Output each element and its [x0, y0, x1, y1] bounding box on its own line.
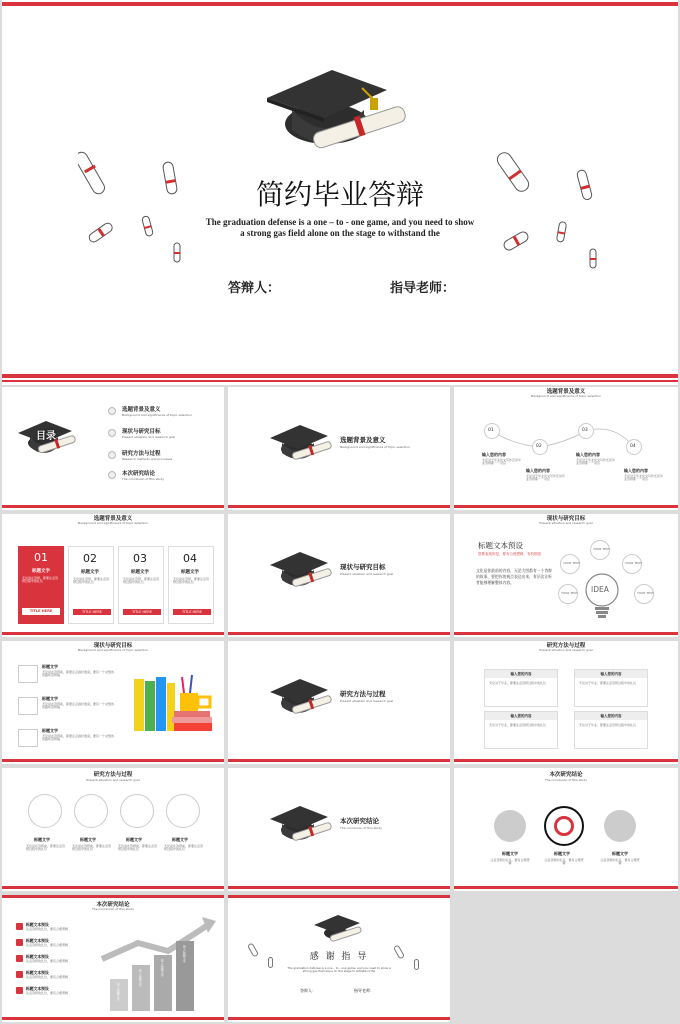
- slide-bottom-bar: [2, 759, 224, 762]
- slide-method-boxes[interactable]: [454, 641, 678, 764]
- slide-header-sub: The conclusion of this study: [92, 907, 134, 911]
- section-sub: Present situation and research goal: [340, 572, 394, 576]
- check-icon: [16, 923, 23, 930]
- idea-satellite: YOUR TEXT: [622, 554, 642, 574]
- bottom-red-bar-thin: [2, 380, 678, 382]
- graduation-cap-icon: [262, 62, 422, 162]
- graduation-cap-icon: [312, 913, 368, 947]
- slide-conclusion-icons[interactable]: [454, 768, 678, 891]
- idea-subtitle: 您要表现的是，要有合理逻辑，有机排版: [478, 552, 541, 556]
- check-title: 标题文本预设: [26, 954, 49, 959]
- slide-status[interactable]: [2, 641, 224, 764]
- card-active[interactable]: 01 标题文字 无论是在答辩，都要注意答辩过程中的礼仪 TITLE HERE: [18, 546, 64, 624]
- slide-idea[interactable]: [454, 514, 678, 637]
- idea-satellite: YOUR TEXT: [560, 554, 580, 574]
- status-text: 无论是在答辩前，都要注意做好准备，要有一个完整的思路和答辩稿: [42, 734, 115, 742]
- slide-toc[interactable]: [2, 387, 224, 510]
- growth-bar: 加入标题文字: [110, 979, 128, 1011]
- slide-header: 选题背景及意义: [93, 516, 133, 522]
- conclusion-item-title: 标题文字: [502, 851, 518, 856]
- slide-header-sub: Background and significance of topic selection: [78, 648, 148, 652]
- lightbulb-icon: [582, 570, 622, 626]
- slide-thanks[interactable]: [228, 895, 450, 1022]
- toc-badge: 目录: [36, 431, 56, 442]
- cover-subtitle-line2: a strong gas field alone on the stage to withstand the: [240, 228, 440, 238]
- timeline-item-title: 输入您的内容: [576, 452, 600, 457]
- check-title: 标题文本预设: [26, 986, 49, 991]
- slide-bottom-bar: [454, 632, 678, 635]
- timeline-item-title: 输入您的内容: [526, 468, 550, 473]
- slide-header: 选题背景及意义: [546, 389, 586, 395]
- conclusion-item-title: 标题文字: [554, 851, 570, 856]
- slide-header: 现状与研究目标: [93, 643, 133, 649]
- graduation-cap-icon: [268, 804, 338, 852]
- growth-bar: 加入标题文字: [154, 955, 172, 1011]
- toc-item-title: 研究方法与过程: [122, 451, 161, 457]
- check-icon: [16, 971, 23, 978]
- slide-section-4[interactable]: [228, 768, 450, 891]
- graduation-cap-icon: [268, 550, 338, 598]
- slide-section-2[interactable]: [228, 514, 450, 637]
- check-text: 注意答辩的礼仪，要有合理逻辑: [26, 975, 69, 979]
- trophy-icon: [166, 794, 200, 828]
- slide-header: 本次研究结论: [549, 772, 583, 778]
- status-title: 标题文字: [42, 664, 58, 669]
- method-item-title: 标题文字: [126, 837, 142, 842]
- timeline-item-text: 无论对于毕业论文写作还是毕业答辩都一一对应: [482, 458, 522, 466]
- timeline-item-title: 输入您的内容: [482, 452, 506, 457]
- slide-bottom-bar: [2, 886, 224, 889]
- idea-title: 标题文本预设: [478, 541, 523, 550]
- slide-top-bar: [2, 895, 224, 898]
- method-item-text: 无论是在答辩前，都要注意答辩过程中的礼仪: [164, 844, 204, 852]
- advisor-label: 指导老师：: [390, 281, 456, 296]
- status-title: 标题文字: [42, 696, 58, 701]
- method-item-text: 无论是在答辩前，都要注意答辩过程中的礼仪: [26, 844, 66, 852]
- method-box[interactable]: 输入您的内容 无论对于毕业，都要注意答辩过程中的礼仪: [574, 669, 648, 707]
- slide-top-bar: [228, 895, 450, 898]
- method-box[interactable]: 输入您的内容 无论对于毕业，都要注意答辩过程中的礼仪: [484, 711, 558, 749]
- slide-bottom-bar: [454, 505, 678, 508]
- diploma-scroll-icon: [170, 242, 184, 264]
- cover-subtitle-line1: The graduation defense is a one – to - one game, and you need to show: [205, 217, 475, 227]
- card[interactable]: 03 标题文字 无论是在答辩，都要注意答辩过程中的礼仪 TITLE HERE: [118, 546, 164, 624]
- slide-bottom-bar: [2, 1017, 224, 1020]
- top-red-bar: [2, 2, 678, 6]
- check-title: 标题文本预设: [26, 970, 49, 975]
- user-icon: [120, 794, 154, 828]
- toc-item-icon: [108, 429, 116, 437]
- toc-item-sub: The conclusion of this study: [122, 477, 164, 481]
- slide-bottom-bar: [228, 632, 450, 635]
- slide-header-sub: The conclusion of this study: [545, 778, 587, 782]
- status-text: 无论是在答辩前，都要注意做好准备，要有一个完整的思路和答辩稿: [42, 670, 115, 678]
- check-title: 标题文本预设: [26, 922, 49, 927]
- toc-item-title: 选题背景及意义: [122, 407, 161, 413]
- toc-item-sub: Research methods and processes: [122, 457, 173, 461]
- thanks-title: 感 谢 指 导: [309, 952, 369, 962]
- check-text: 注意答辩的礼仪，要有合理逻辑: [26, 943, 69, 947]
- slide-header: 研究方法与过程: [546, 643, 586, 649]
- slide-section-1[interactable]: [228, 387, 450, 510]
- card[interactable]: 02 标题文字 无论是在答辩，都要注意答辩过程中的礼仪 TITLE HERE: [68, 546, 114, 624]
- slide-header-sub: Present situation and research goal: [539, 648, 593, 652]
- toc-item-icon: [108, 471, 116, 479]
- slide-method-icons[interactable]: [2, 768, 224, 891]
- slide-bottom-bar: [454, 759, 678, 762]
- slide-background-timeline[interactable]: [454, 387, 678, 510]
- thanks-defender-label: 答辩人：: [300, 988, 316, 993]
- toc-item-title: 本次研究结论: [122, 471, 156, 477]
- check-text: 注意答辩的礼仪，要有合理逻辑: [26, 959, 69, 963]
- method-box[interactable]: 输入您的内容 无论对于毕业，都要注意答辩过程中的礼仪: [484, 669, 558, 707]
- card[interactable]: 04 标题文字 无论是在答辩，都要注意答辩过程中的礼仪 TITLE HERE: [168, 546, 214, 624]
- slide-header: 本次研究结论: [96, 902, 130, 908]
- microphone-icon: [494, 810, 526, 842]
- growth-bar: 加入标题文字: [132, 965, 150, 1011]
- idea-bullet: 文化是你最前的内容，无论大图都有一个答辩的故事，要把你的观点表达出来，有层次让听者能够理解整体内容。: [476, 568, 552, 586]
- timeline-node: 04: [626, 439, 642, 455]
- slide-header-sub: Present situation and research goal: [86, 778, 140, 782]
- graduation-cap-icon: [268, 423, 338, 471]
- idea-satellite: YOUR TEXT: [634, 584, 654, 604]
- slide-header-sub: Background and significance of topic selection: [531, 394, 601, 398]
- thanks-advisor-label: 指导老师：: [354, 988, 374, 993]
- check-icon: [16, 955, 23, 962]
- slide-bottom-bar: [228, 759, 450, 762]
- lightbulb-icon: [74, 794, 108, 828]
- status-title: 标题文字: [42, 728, 58, 733]
- target-icon: [544, 806, 584, 846]
- defender-label: 答辩人：: [228, 281, 281, 296]
- slide-bottom-bar: [228, 886, 450, 889]
- cover-slide[interactable]: [2, 0, 678, 385]
- status-text: 无论是在答辩前，都要注意做好准备，要有一个完整的思路和答辩稿: [42, 702, 115, 710]
- slide-section-3[interactable]: [228, 641, 450, 764]
- idea-satellite: YOUR TEXT: [558, 584, 578, 604]
- books-icon: [130, 671, 220, 735]
- slide-bottom-bar: [454, 886, 678, 889]
- section-title: 本次研究结论: [340, 817, 379, 825]
- growth-bar: 加入标题文字: [176, 941, 194, 1011]
- method-item-text: 无论是在答辩前，都要注意答辩过程中的礼仪: [72, 844, 112, 852]
- check-icon: [16, 939, 23, 946]
- timeline-node: 01: [484, 423, 500, 439]
- cover-title: 简约毕业答辩: [255, 178, 424, 211]
- idea-word: IDEA: [591, 585, 609, 594]
- check-text: 注意答辩的礼仪，要有合理逻辑: [26, 991, 69, 995]
- status-icon: [18, 729, 38, 747]
- binoculars-icon: [28, 794, 62, 828]
- slide-bottom-bar: [228, 1017, 450, 1020]
- section-title: 选题背景及意义: [340, 436, 386, 444]
- slide-header-sub: Present situation and research goal: [539, 521, 593, 525]
- status-icon: [18, 665, 38, 683]
- slide-bottom-bar: [228, 505, 450, 508]
- timeline-item-title: 输入您的内容: [624, 468, 648, 473]
- section-title: 研究方法与过程: [340, 690, 386, 698]
- section-sub: Background and significance of topic selection: [340, 445, 410, 449]
- timeline-item-text: 无论对于毕业论文写作还是毕业答辩都一一对应: [526, 474, 566, 482]
- toc-item-icon: [108, 407, 116, 415]
- toc-item-sub: Present situation and research goal: [122, 435, 176, 439]
- method-item-title: 标题文字: [34, 837, 50, 842]
- conclusion-item-title: 标题文字: [612, 851, 628, 856]
- slide-header: 现状与研究目标: [546, 516, 586, 522]
- status-icon: [18, 697, 38, 715]
- conclusion-item-text: 注意答辩的礼仪，要有合理逻辑: [600, 858, 640, 866]
- toc-item-sub: Background and significance of topic selection: [122, 413, 192, 417]
- graduation-cap-icon: [268, 677, 338, 725]
- idea-satellite: YOUR TEXT: [590, 540, 610, 560]
- section-title: 现状与研究目标: [340, 563, 386, 571]
- slide-bottom-bar: [2, 632, 224, 635]
- slide-header-sub: Background and significance of topic selection: [78, 521, 148, 525]
- pen-icon: [604, 810, 636, 842]
- conclusion-item-text: 注意答辩的礼仪，要有合理逻辑: [544, 858, 584, 866]
- slide-background-cards[interactable]: [2, 514, 224, 637]
- conclusion-item-text: 注意答辩的礼仪，要有合理逻辑: [490, 858, 530, 866]
- toc-item-title: 现状与研究目标: [122, 429, 161, 435]
- method-box[interactable]: 输入您的内容 无论对于毕业，都要注意答辩过程中的礼仪: [574, 711, 648, 749]
- timeline-item-text: 无论对于毕业论文写作还是毕业答辩都一一对应: [624, 474, 664, 482]
- slide-bottom-bar: [2, 505, 224, 508]
- thanks-sub: The graduation defense is a one – to - one game, and you need to show a strong gas field alone on the stage to withstand the: [287, 966, 391, 974]
- method-item-title: 标题文字: [172, 837, 188, 842]
- timeline-node: 03: [578, 423, 594, 439]
- method-item-text: 无论是在答辩前，都要注意答辩过程中的礼仪: [118, 844, 158, 852]
- check-icon: [16, 987, 23, 994]
- timeline-item-text: 无论对于毕业论文写作还是毕业答辩都一一对应: [576, 458, 616, 466]
- check-title: 标题文本预设: [26, 938, 49, 943]
- bottom-red-bar: [2, 374, 678, 378]
- section-sub: The conclusion of this study: [340, 826, 382, 830]
- toc-item-icon: [108, 451, 116, 459]
- slide-conclusion-chart[interactable]: [2, 895, 224, 1022]
- slide-header: 研究方法与过程: [93, 772, 133, 778]
- diploma-scroll-icon: [586, 248, 600, 270]
- timeline-node: 02: [532, 439, 548, 455]
- section-sub: Present situation and research goal: [340, 699, 394, 703]
- check-text: 注意答辩的礼仪，要有合理逻辑: [26, 927, 69, 931]
- method-item-title: 标题文字: [80, 837, 96, 842]
